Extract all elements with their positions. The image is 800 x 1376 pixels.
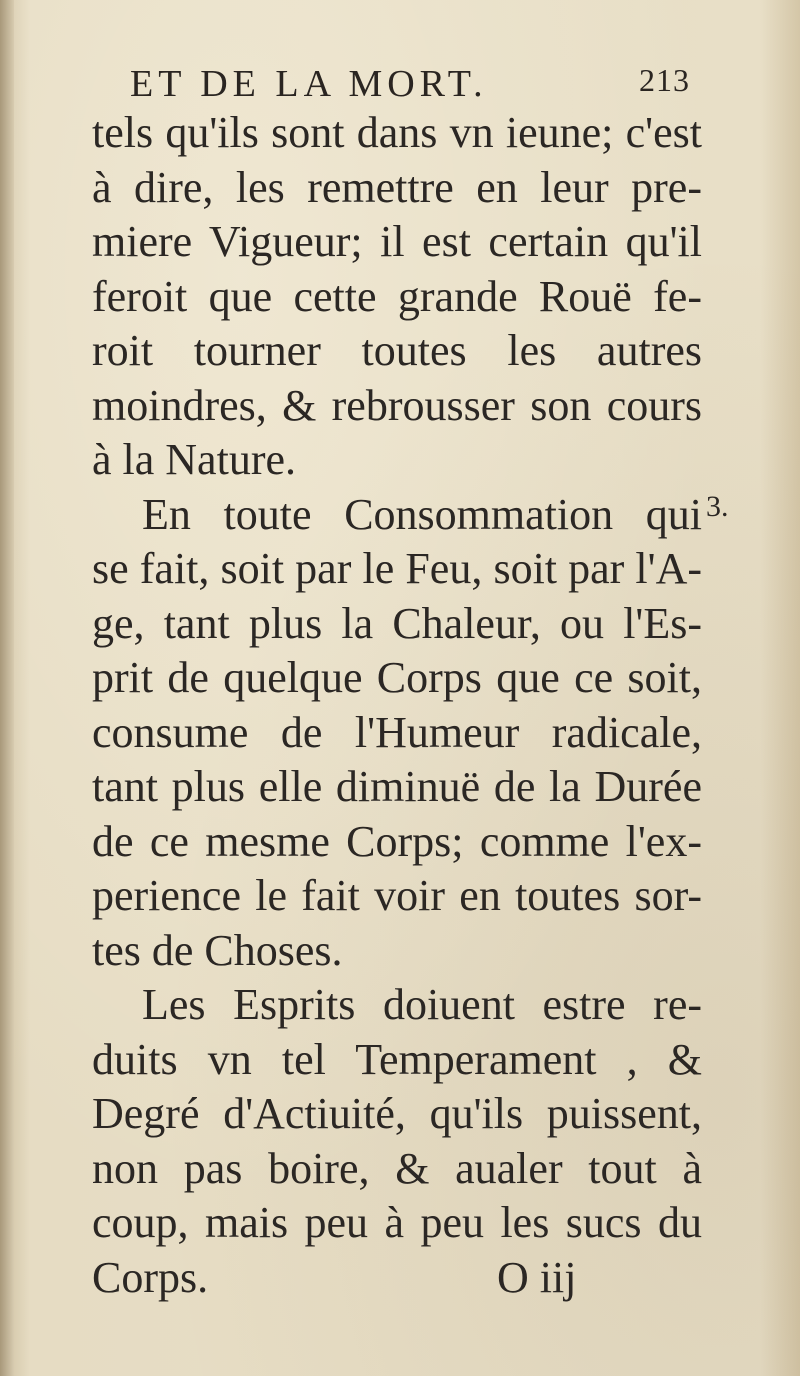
text-line: à dire, les remettre en leur pre-	[92, 162, 702, 212]
text-line: coup, mais peu à peu les sucs du	[92, 1198, 702, 1247]
text-line: ge, tant plus la Chaleur, ou l'Es-	[92, 598, 702, 648]
text-line: de ce mesme Corps; comme l'ex-	[92, 816, 702, 866]
text-line: feroit que cette grande Rouë fe-	[92, 271, 702, 321]
text-line: prit de quelque Corps que ce soit,	[92, 653, 702, 702]
running-title: ET DE LA MORT.	[130, 63, 488, 105]
signature-mark: O iij	[497, 1252, 577, 1302]
text-line: Degré d'Actiuité, qu'ils puissent,	[92, 1089, 702, 1138]
text-line-last	[92, 1251, 702, 1306]
page-gutter	[0, 0, 14, 1376]
text-line: Corps.	[92, 1252, 209, 1302]
text-line: tes de Choses.	[92, 925, 343, 975]
body-text	[92, 106, 702, 1305]
text-line: se fait, soit par le Feu, soit par l'A-	[92, 544, 702, 593]
text-line: tant plus elle diminuë de la Durée	[92, 762, 702, 811]
text-line: moindres, & rebrousser son cours	[92, 380, 702, 430]
text-line: Les Esprits doiuent estre re-	[142, 980, 702, 1029]
margin-note: 3.	[706, 490, 729, 523]
text-line: tels qu'ils sont dans vn ieune; c'est	[92, 108, 702, 157]
text-line: miere Vigueur; il est certain qu'il	[92, 217, 702, 266]
text-line: non pas boire, & aualer tout à	[92, 1143, 702, 1193]
text-line: à la Nature.	[92, 435, 296, 484]
text-line: roit tourner toutes les autres	[92, 326, 702, 375]
text-line: En toute Consommation qui	[142, 489, 702, 539]
text-line: perience le fait voir en toutes sor-	[92, 871, 702, 920]
text-line: duits vn tel Temperament , &	[92, 1034, 702, 1084]
page-number: 213	[639, 62, 690, 98]
text-line: consume de l'Humeur radicale,	[92, 707, 702, 757]
